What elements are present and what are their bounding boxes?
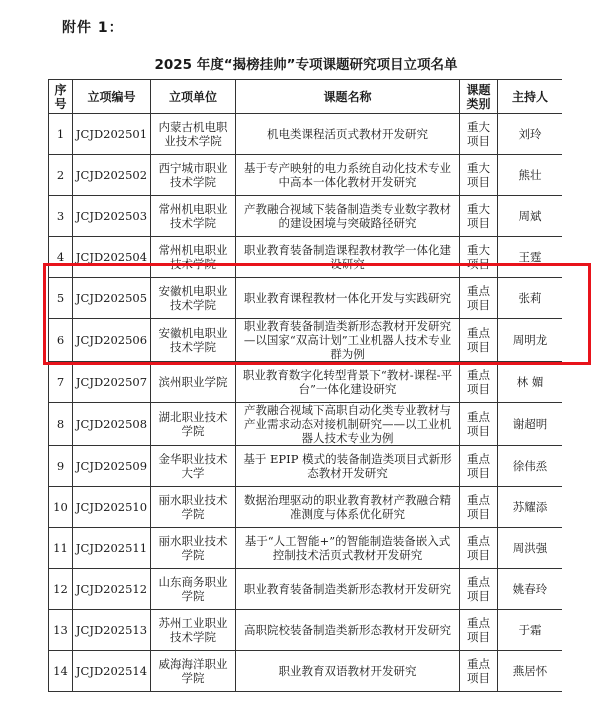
cell-code: JCJD202511	[73, 528, 151, 569]
cell-unit: 湖北职业技术学院	[151, 403, 236, 446]
cell-category: 重点项目	[460, 487, 498, 528]
cell-category: 重点项目	[460, 319, 498, 362]
cell-name: 基于 EPIP 模式的装备制造类项目式新形态教材开发研究	[236, 446, 460, 487]
cell-host: 燕居怀	[498, 651, 563, 692]
cell-no: 4	[49, 237, 73, 278]
cell-name: 高职院校装备制造类新形态教材开发研究	[236, 610, 460, 651]
cell-category: 重点项目	[460, 610, 498, 651]
table-row	[49, 610, 563, 651]
cell-unit: 内蒙古机电职业技术学院	[151, 114, 236, 155]
table-body	[49, 114, 563, 692]
header-unit: 立项单位	[151, 80, 236, 114]
cell-host: 姚春玲	[498, 569, 563, 610]
cell-unit: 滨州职业学院	[151, 362, 236, 403]
cell-unit: 苏州工业职业技术学院	[151, 610, 236, 651]
cell-name: 职业教育课程教材一体化开发与实践研究	[236, 278, 460, 319]
cell-name: 基于专产映射的电力系统自动化技术专业中高本一体化教材开发研究	[236, 155, 460, 196]
cell-name: 职业教育装备制造类新形态教材开发研究—以国家“双高计划”工业机器人技术专业群为例	[236, 319, 460, 362]
table-row	[49, 403, 563, 446]
table-row	[49, 114, 563, 155]
cell-name: 产教融合视域下高职自动化类专业教材与产业需求动态对接机制研究——以工业机器人技术专业为例	[236, 403, 460, 446]
cell-unit: 山东商务职业学院	[151, 569, 236, 610]
cell-category: 重大项目	[460, 237, 498, 278]
cell-unit: 金华职业技术大学	[151, 446, 236, 487]
cell-name: 基于“人工智能+”的智能制造装备嵌入式控制技术活页式教材开发研究	[236, 528, 460, 569]
cell-host: 林 媚	[498, 362, 563, 403]
cell-host: 张莉	[498, 278, 563, 319]
table-row	[49, 278, 563, 319]
cell-unit: 安徽机电职业技术学院	[151, 319, 236, 362]
cell-host: 王霆	[498, 237, 563, 278]
cell-category: 重点项目	[460, 651, 498, 692]
cell-no: 7	[49, 362, 73, 403]
header-host: 主持人	[498, 80, 563, 114]
header-no: 序号	[49, 80, 73, 114]
cell-no: 10	[49, 487, 73, 528]
cell-code: JCJD202512	[73, 569, 151, 610]
table-row	[49, 528, 563, 569]
header-code: 立项编号	[73, 80, 151, 114]
cell-name: 职业教育装备制造类新形态教材开发研究	[236, 569, 460, 610]
cell-host: 谢超明	[498, 403, 563, 446]
cell-code: JCJD202513	[73, 610, 151, 651]
table-row	[49, 446, 563, 487]
document-title: 2025 年度“揭榜挂帅”专项课题研究项目立项名单	[154, 57, 458, 73]
cell-no: 2	[49, 155, 73, 196]
cell-category: 重点项目	[460, 446, 498, 487]
table-row	[49, 155, 563, 196]
cell-unit: 西宁城市职业技术学院	[151, 155, 236, 196]
table-row	[49, 362, 563, 403]
cell-host: 徐伟烝	[498, 446, 563, 487]
cell-category: 重点项目	[460, 569, 498, 610]
cell-name: 职业教育数字化转型背景下“教材-课程-平台”一体化建设研究	[236, 362, 460, 403]
header-name: 课题名称	[236, 80, 460, 114]
cell-category: 重点项目	[460, 528, 498, 569]
cell-no: 9	[49, 446, 73, 487]
cell-code: JCJD202505	[73, 278, 151, 319]
table-row	[49, 196, 563, 237]
cell-no: 6	[49, 319, 73, 362]
cell-category: 重点项目	[460, 403, 498, 446]
cell-unit: 丽水职业技术学院	[151, 487, 236, 528]
table-row	[49, 487, 563, 528]
cell-no: 12	[49, 569, 73, 610]
cell-code: JCJD202504	[73, 237, 151, 278]
cell-no: 3	[49, 196, 73, 237]
cell-unit: 常州机电职业技术学院	[151, 196, 236, 237]
cell-category: 重大项目	[460, 155, 498, 196]
cell-name: 职业教育装备制造课程教材教学一体化建设研究	[236, 237, 460, 278]
cell-category: 重点项目	[460, 278, 498, 319]
cell-name: 数据治理驱动的职业教育教材产教融合精准测度与体系优化研究	[236, 487, 460, 528]
cell-host: 周明龙	[498, 319, 563, 362]
table-row	[49, 651, 563, 692]
cell-code: JCJD202502	[73, 155, 151, 196]
cell-host: 周斌	[498, 196, 563, 237]
cell-host: 熊壮	[498, 155, 563, 196]
cell-host: 于霜	[498, 610, 563, 651]
cell-unit: 威海海洋职业学院	[151, 651, 236, 692]
project-list-table	[48, 79, 562, 692]
cell-name: 产教融合视域下装备制造类专业数字教材的建设困境与突破路径研究	[236, 196, 460, 237]
cell-category: 重大项目	[460, 114, 498, 155]
cell-no: 8	[49, 403, 73, 446]
table-header-row	[49, 80, 563, 114]
header-category: 课题类别	[460, 80, 498, 114]
cell-unit: 丽水职业技术学院	[151, 528, 236, 569]
table-row	[49, 569, 563, 610]
cell-code: JCJD202501	[73, 114, 151, 155]
cell-name: 职业教育双语教材开发研究	[236, 651, 460, 692]
cell-code: JCJD202506	[73, 319, 151, 362]
cell-category: 重大项目	[460, 196, 498, 237]
cell-code: JCJD202514	[73, 651, 151, 692]
cell-code: JCJD202507	[73, 362, 151, 403]
cell-no: 1	[49, 114, 73, 155]
cell-host: 苏耀添	[498, 487, 563, 528]
cell-host: 刘玲	[498, 114, 563, 155]
cell-code: JCJD202509	[73, 446, 151, 487]
table-row	[49, 319, 563, 362]
cell-name: 机电类课程活页式教材开发研究	[236, 114, 460, 155]
cell-host: 周洪强	[498, 528, 563, 569]
project-list-table-container	[48, 79, 562, 702]
cell-category: 重点项目	[460, 362, 498, 403]
cell-unit: 常州机电职业技术学院	[151, 237, 236, 278]
cell-no: 5	[49, 278, 73, 319]
cell-unit: 安徽机电职业技术学院	[151, 278, 236, 319]
table-row	[49, 237, 563, 278]
cell-no: 14	[49, 651, 73, 692]
attachment-label: 附件 1：	[62, 20, 124, 36]
cell-code: JCJD202510	[73, 487, 151, 528]
cell-code: JCJD202508	[73, 403, 151, 446]
cell-code: JCJD202503	[73, 196, 151, 237]
cell-no: 13	[49, 610, 73, 651]
cell-no: 11	[49, 528, 73, 569]
